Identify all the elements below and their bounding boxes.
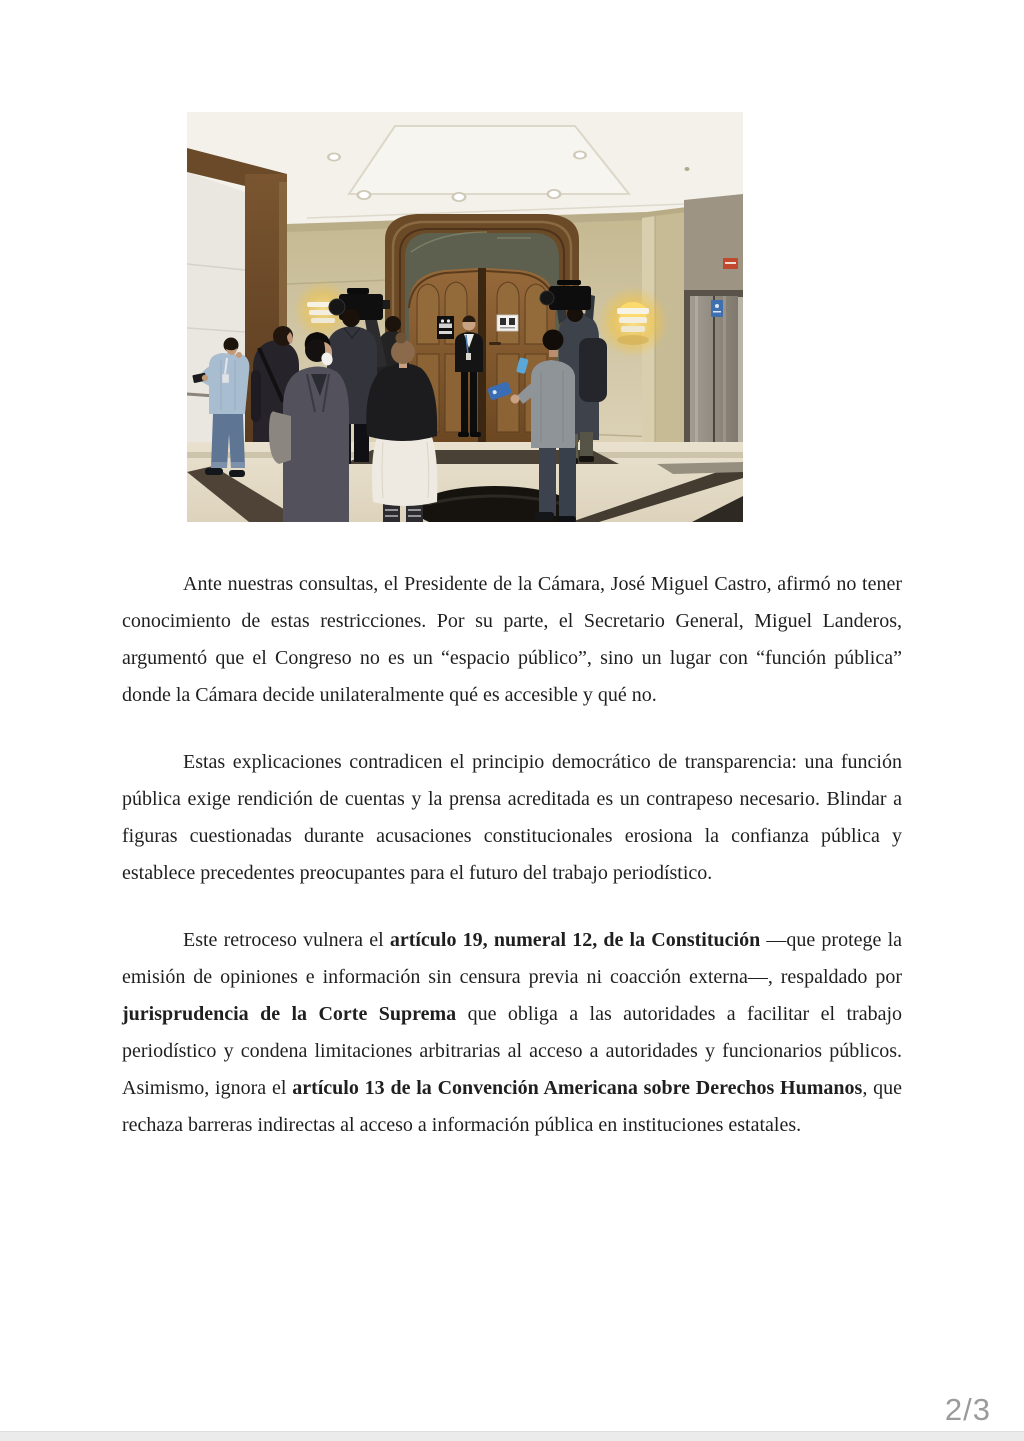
white-door-notice xyxy=(497,315,518,331)
press-photo-graphic xyxy=(187,112,743,522)
paragraph-explicaciones: Estas explicaciones contradicen el principio democrático de transparencia: una función pública exige rendición de cuentas y la prensa acreditada es un contrapeso necesario. Blindar a figuras cuestionadas durante acusaciones constitucionales erosiona la confianza pública y establece precedentes preocupantes para el futuro del trabajo periodístico. xyxy=(122,751,902,884)
page-indicator: 2/3 xyxy=(944,1392,991,1427)
black-door-sign xyxy=(437,316,454,339)
tv-camera xyxy=(549,286,591,310)
elevator xyxy=(684,290,743,466)
paragraph-retroceso: Este retroceso vulnera el artículo 19, numeral 12, de la Constitución —que protege la emisión de opiniones e información sin censura previa ni coacción externa—, respaldado por jurisprudencia de la Corte Suprema que obliga a las autoridades a facilitar el trabajo periodístico y condena limitaciones arbitrarias al acceso a autoridades y funcionarios públicos. Asimismo, ignora el artículo 13 de la Convención Americana sobre Derechos Humanos, que rechaza barreras indirectas al acceso a información pública en instituciones estatales. xyxy=(122,929,902,1136)
press-photo xyxy=(187,112,743,522)
paragraph-consultas: Ante nuestras consultas, el Presidente de la Cámara, José Miguel Castro, afirmó no tener conocimiento de estas restricciones. Por su parte, el Secretario General, Miguel Landeros, argumentó que el Congreso no es un “espacio público”, sino un lugar con “función pública” donde la Cámara decide unilateralmente qué es accesible y qué no. xyxy=(122,573,902,706)
lobby-floor xyxy=(187,442,743,522)
document-body xyxy=(122,566,902,1174)
page-gap-strip xyxy=(0,1431,1024,1441)
elevator-sign xyxy=(711,300,723,317)
right-wall-sconce xyxy=(597,286,669,358)
